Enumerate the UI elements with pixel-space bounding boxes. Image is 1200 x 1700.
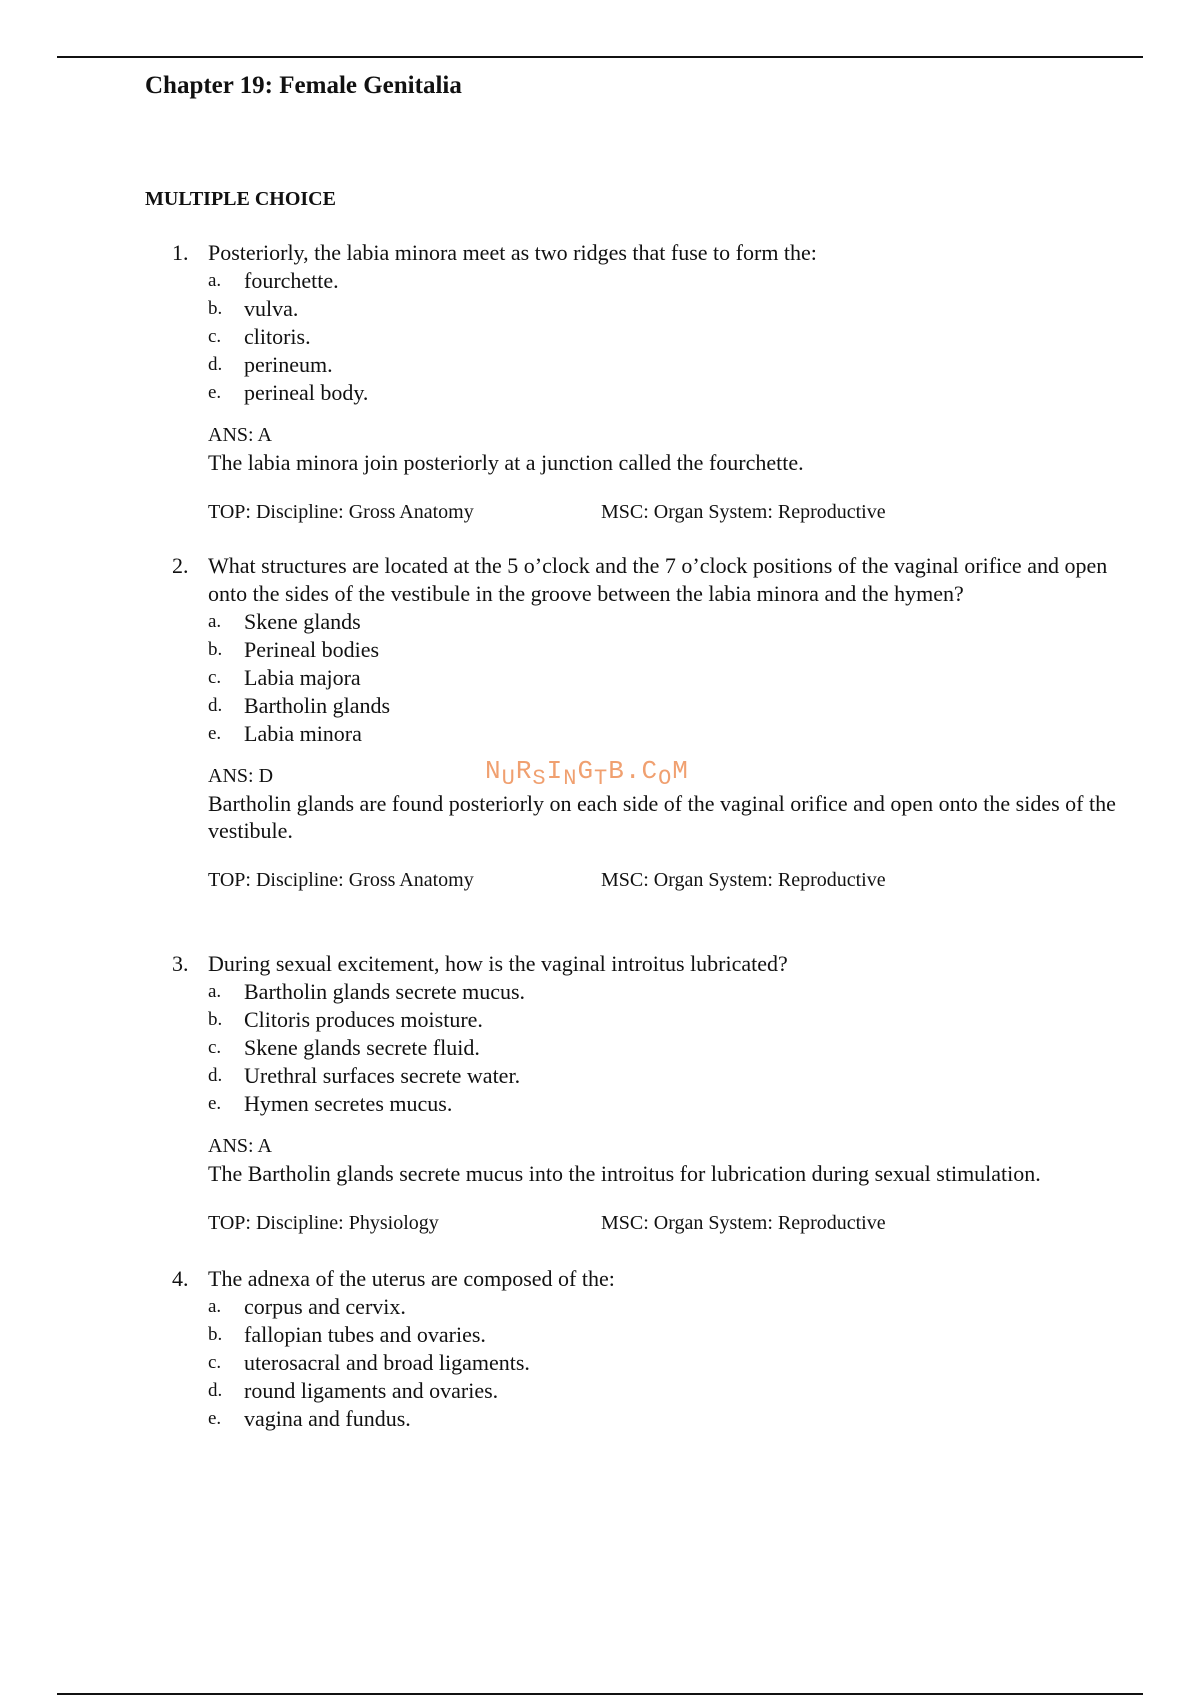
top-rule: [57, 56, 1143, 58]
answer-key: ANS: D $N_UR_SI_NG_TB.C_OM$: [208, 756, 689, 791]
topic-tag: TOP: Discipline: Gross Anatomy: [208, 501, 474, 523]
option-e: e. perineal body.: [208, 380, 369, 405]
option-d: d. Bartholin glands: [208, 693, 391, 718]
msc-tag: MSC: Organ System: Reproductive: [601, 869, 886, 891]
option-e: e. Hymen secretes mucus.: [208, 1091, 453, 1116]
option-b: b. Perineal bodies: [208, 637, 380, 662]
option-list: [208, 1293, 1132, 1433]
option-list: [208, 267, 1132, 407]
option-a: a. Skene glands: [208, 609, 361, 634]
meta-row: [208, 498, 1132, 526]
question-text: During sexual excitement, how is the vaginal introitus lubricated?: [208, 951, 788, 976]
question-1: [172, 239, 1132, 526]
option-d: d. round ligaments and ovaries.: [208, 1378, 499, 1403]
option-d: d. Urethral surfaces secrete water.: [208, 1063, 521, 1088]
option-b: b. Clitoris produces moisture.: [208, 1007, 483, 1032]
answer-key: ANS: A: [208, 424, 272, 446]
option-d: d. perineum.: [208, 352, 333, 377]
meta-row: [208, 1209, 1132, 1237]
question-text: What structures are located at the 5 o’clock and the 7 o’clock positions of the vaginal orifice and open onto the sides of the vestibule in the groove between the labia minora and the hymen?: [208, 553, 1108, 606]
option-b: b. fallopian tubes and ovaries.: [208, 1322, 486, 1347]
rationale: Bartholin glands are found posteriorly on each side of the vaginal orifice and open onto the sides of the vestibule.: [208, 791, 1116, 843]
question-4: [172, 1265, 1132, 1433]
question-number: 3.: [172, 951, 189, 976]
rationale: The labia minora join posteriorly at a junction called the fourchette.: [208, 450, 804, 475]
option-a: a. Bartholin glands secrete mucus.: [208, 979, 526, 1004]
option-b: b. vulva.: [208, 296, 299, 321]
option-e: e. Labia minora: [208, 721, 362, 746]
question-number: 4.: [172, 1266, 189, 1291]
question-text: Posteriorly, the labia minora meet as two ridges that fuse to form the:: [208, 240, 817, 265]
option-list: [208, 978, 1132, 1118]
answer-block: [208, 756, 1132, 894]
answer-key: ANS: A: [208, 1135, 272, 1157]
question-2: [172, 552, 1132, 894]
option-e: e. vagina and fundus.: [208, 1406, 411, 1431]
question-text: The adnexa of the uterus are composed of the:: [208, 1266, 615, 1291]
page-title: Chapter 19: Female Genitalia: [145, 72, 462, 99]
option-c: c. Skene glands secrete fluid.: [208, 1035, 480, 1060]
question-number: 1.: [172, 240, 189, 265]
section-heading: MULTIPLE CHOICE: [145, 188, 336, 210]
rationale: The Bartholin glands secrete mucus into the introitus for lubrication during sexual stimulation.: [208, 1161, 1041, 1186]
answer-block: [208, 421, 1132, 526]
topic-tag: TOP: Discipline: Gross Anatomy: [208, 869, 474, 891]
option-a: a. fourchette.: [208, 268, 339, 293]
question-number: 2.: [172, 553, 189, 578]
option-list: [208, 608, 1132, 748]
option-c: c. clitoris.: [208, 324, 311, 349]
option-c: c. uterosacral and broad ligaments.: [208, 1350, 530, 1375]
topic-tag: TOP: Discipline: Physiology: [208, 1212, 439, 1234]
watermark: $N_UR_SI_NG_TB.C_OM$: [485, 756, 689, 791]
option-c: c. Labia majora: [208, 665, 361, 690]
option-a: a. corpus and cervix.: [208, 1294, 406, 1319]
msc-tag: MSC: Organ System: Reproductive: [601, 501, 886, 523]
msc-tag: MSC: Organ System: Reproductive: [601, 1212, 886, 1234]
answer-block: [208, 1132, 1132, 1237]
meta-row: [208, 866, 1132, 894]
question-3: [172, 950, 1132, 1237]
bottom-rule: [57, 1693, 1143, 1695]
